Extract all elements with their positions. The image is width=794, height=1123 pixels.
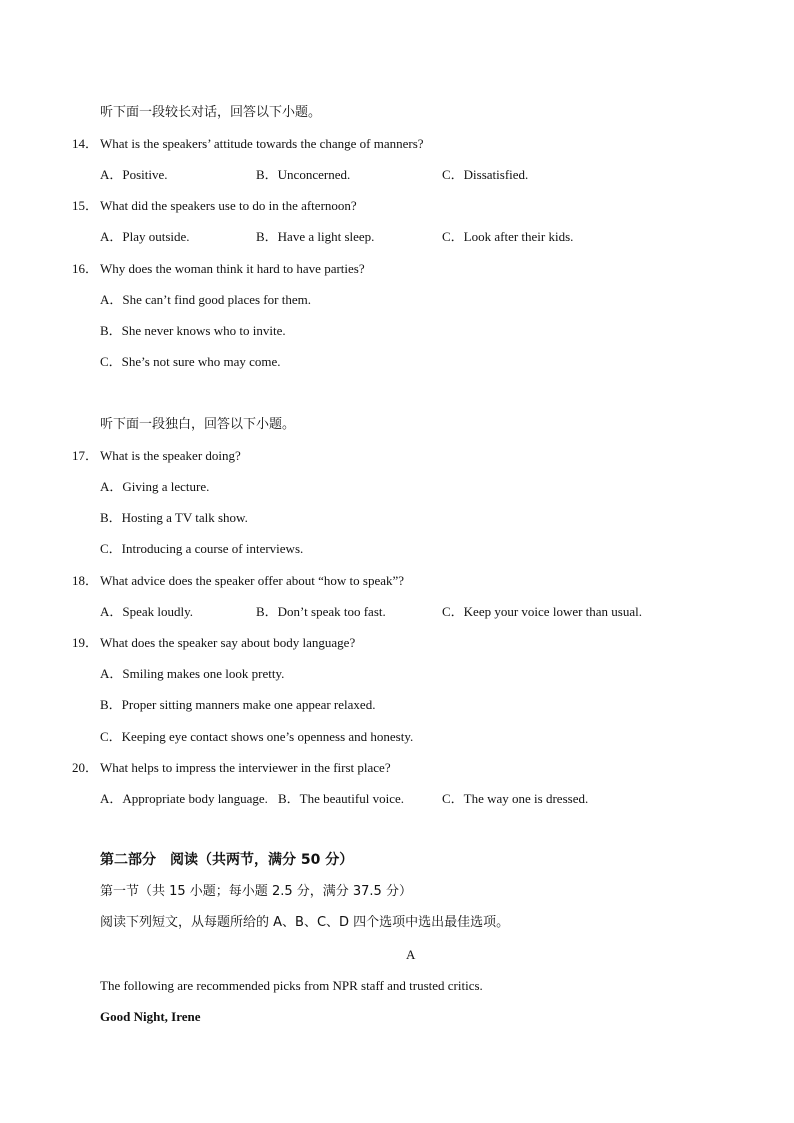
option-c: C．Keep your voice lower than usual. [442,604,643,619]
option-c: C．Dissatisfied. [442,167,529,182]
passage-intro: The following are recommended picks from NPR staff and trusted critics. [100,978,483,993]
question-number: 19． [72,635,99,650]
option-a: A．She can’t find good places for them. [100,292,311,307]
question-number: 17． [72,448,99,463]
question-text: What did the speakers use to do in the afternoon? [100,198,357,213]
question-text: What is the speaker doing? [100,448,241,463]
question-number: 16． [72,261,99,276]
option-b: B．The beautiful voice. [278,791,404,806]
option-c: C．Keeping eye contact shows one’s openness and honesty. [100,729,414,744]
option-a: A．Giving a lecture. [100,479,210,494]
option-b: B．Unconcerned. [256,167,351,182]
option-a: A．Appropriate body language. [100,791,268,806]
option-c: C．The way one is dressed. [442,791,589,806]
option-b: B．Proper sitting manners make one appear relaxed. [100,697,376,712]
option-b: B．Don’t speak too fast. [256,604,386,619]
question-number: 20． [72,760,99,775]
question-number: 18． [72,573,99,588]
option-c: C．Look after their kids. [442,229,574,244]
option-b: B．She never knows who to invite. [100,323,286,338]
option-c: C．Introducing a course of interviews. [100,541,304,556]
option-b: B．Have a light sleep. [256,229,375,244]
monologue-intro: 听下面一段独白，回答以下小题。 [100,417,296,432]
option-a: A．Play outside. [100,229,190,244]
question-text: What advice does the speaker offer about “how to speak”? [100,573,405,588]
option-a: A．Positive. [100,167,168,182]
section-subtitle: 第一节（共 15 小题；每小题 2.5 分，满分 37.5 分） [100,884,412,899]
question-text: Why does the woman think it hard to have parties? [100,261,365,276]
question-text: What is the speakers’ attitude towards the change of manners? [100,136,424,151]
option-b: B．Hosting a TV talk show. [100,510,248,525]
dialogue-intro: 听下面一段较长对话，回答以下小题。 [100,105,322,120]
question-number: 15． [72,198,99,213]
reading-instruction: 阅读下列短文，从每题所给的 A、B、C、D 四个选项中选出最佳选项。 [100,915,510,930]
part-title: 第二部分 阅读（共两节，满分 50 分） [100,852,354,868]
question-text: What helps to impress the interviewer in the first place? [100,760,391,775]
option-a: A．Speak loudly. [100,604,194,619]
question-number: 14． [72,136,99,151]
question-text: What does the speaker say about body language? [100,635,356,650]
option-a: A．Smiling makes one look pretty. [100,666,285,681]
item-title: Good Night, Irene [100,1009,201,1024]
option-c: C．She’s not sure who may come. [100,354,281,369]
passage-label: A [406,947,416,962]
